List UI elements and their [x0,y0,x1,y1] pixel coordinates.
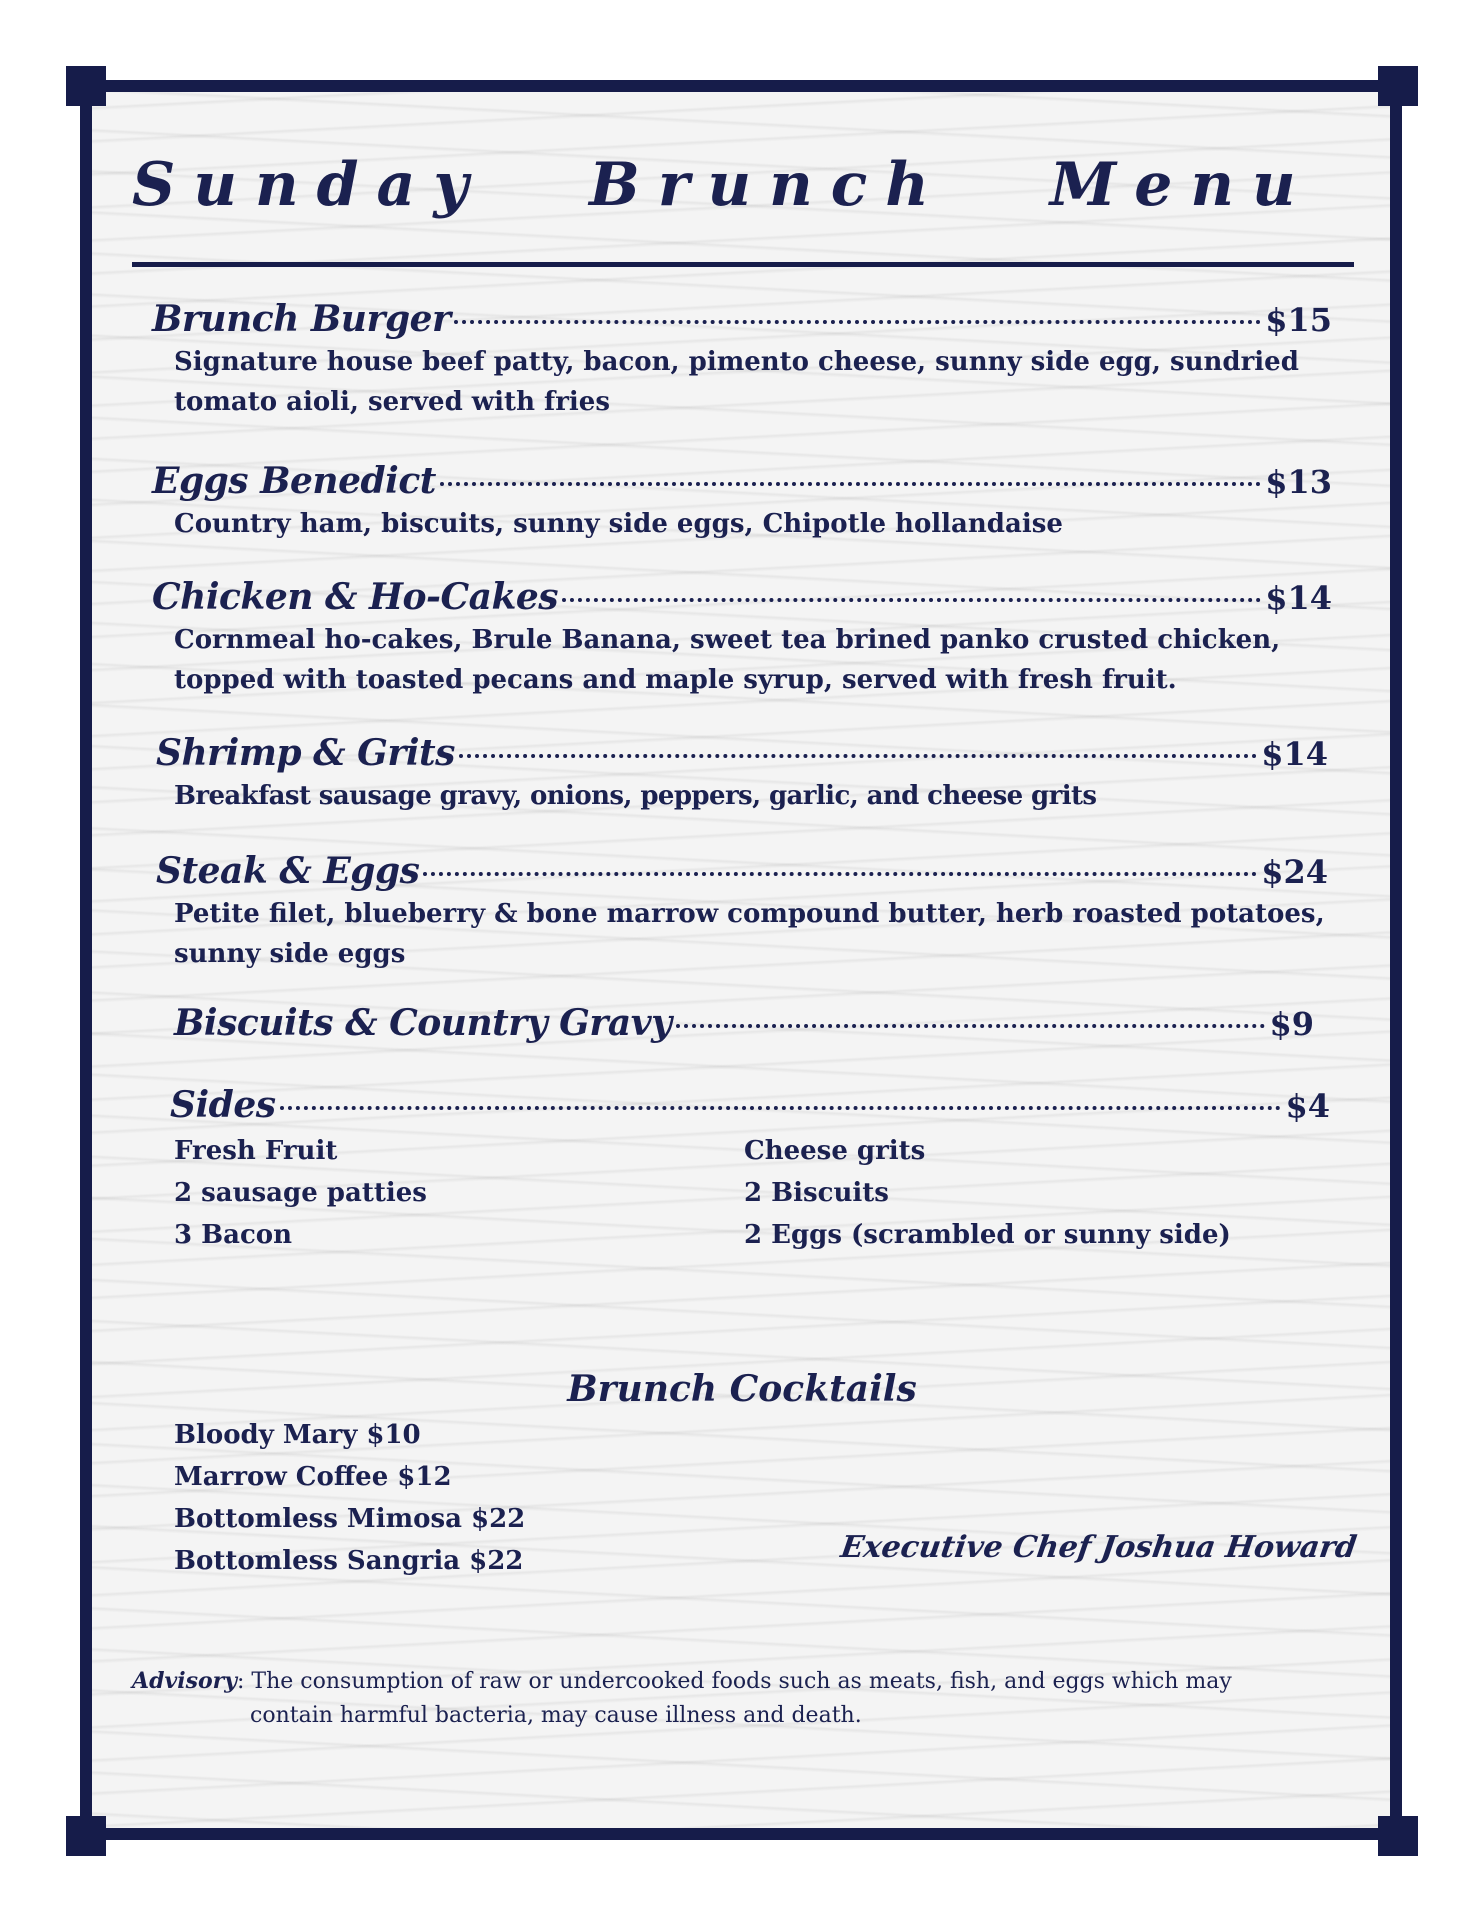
dot-leader [423,872,1257,876]
menu-item-description: Cornmeal ho-cakes, Brule Banana, sweet tea brined panko crusted chicken, topped with toasted pecans and maple syrup, served with fresh fruit. [174,625,1281,695]
dot-leader [459,754,1257,758]
dot-leader [280,1106,1282,1110]
menu-item [152,298,1332,422]
menu-item-price: $4 [1285,1087,1330,1125]
menu-item [152,460,1332,544]
chef-signature: Executive Chef Joshua Howard [838,1530,1359,1565]
menu-item [170,1084,1330,1126]
menu-item-name: Steak & Eggs [156,850,420,892]
title-divider [132,262,1354,267]
side-item: Cheese grits [744,1136,926,1166]
menu-item-description: Country ham, biscuits, sunny side eggs, Chipotle hollandaise [174,509,1063,539]
advisory-note [132,1664,1292,1733]
menu-item-price: $14 [1261,735,1328,773]
frame-corner-bottom-right [1378,1816,1418,1856]
cocktail-item: Bloody Mary $10 [174,1420,421,1450]
menu-item-price: $9 [1269,1005,1314,1043]
menu-item-name: Chicken & Ho-Cakes [152,576,559,618]
sides-column-left [174,1130,744,1256]
menu-item-line [152,576,1332,618]
menu-item-line [174,1002,1314,1044]
side-item: 2 Eggs (scrambled or sunny side) [744,1220,1231,1250]
menu-item-price: $15 [1265,301,1332,339]
advisory-label: Advisory [132,1668,238,1694]
dot-leader [454,320,1261,324]
frame-corner-top-left [66,66,106,106]
menu-item [156,850,1328,974]
menu-item-name: Sides [170,1084,276,1126]
menu-item-price: $14 [1265,579,1332,617]
cocktail-item: Bottomless Sangria $22 [174,1546,524,1576]
menu-item-description: Signature house beef patty, bacon, pimento cheese, sunny side egg, sundried tomato aioli, served with fries [174,347,1299,417]
menu-item-name: Brunch Burger [152,298,451,340]
menu-item-price: $13 [1265,463,1332,501]
cocktails-heading: Brunch Cocktails [567,1368,917,1410]
menu-item-price: $24 [1261,853,1328,891]
advisory-text-line-2: contain harmful bacteria, may cause illness and death. [250,1703,862,1728]
menu-item-line [170,1084,1330,1126]
dot-leader [676,1024,1266,1028]
frame-corner-bottom-left [66,1816,106,1856]
dot-leader [440,482,1261,486]
advisory-text-line-1: : The consumption of raw or undercooked foods such as meats, fish, and eggs which may [237,1669,1232,1694]
menu-item-name: Eggs Benedict [152,460,436,502]
menu-item-description: Breakfast sausage gravy, onions, peppers, garlic, and cheese grits [174,781,1097,811]
menu-item-name: Biscuits & Country Gravy [174,1002,672,1044]
menu-item-line [156,732,1328,774]
menu-item [174,1002,1314,1044]
menu-item [156,732,1328,816]
cocktails-list [174,1414,525,1582]
menu-item-description: Petite filet, blueberry & bone marrow compound butter, herb roasted potatoes, sunny side eggs [174,899,1325,969]
frame-corner-top-right [1378,66,1418,106]
side-item: 2 Biscuits [744,1178,889,1208]
side-item: 3 Bacon [174,1220,293,1250]
menu-title: Sunday Brunch Menu [132,150,1314,220]
menu-item-name: Shrimp & Grits [156,732,455,774]
cocktail-item: Marrow Coffee $12 [174,1462,452,1492]
side-item: Fresh Fruit [174,1136,338,1166]
menu-item [152,576,1332,700]
menu-item-line [156,850,1328,892]
side-item: 2 sausage patties [174,1178,427,1208]
dot-leader [562,598,1261,602]
sides-list [174,1130,1274,1256]
menu-item-line [152,460,1332,502]
cocktail-item: Bottomless Mimosa $22 [174,1504,526,1534]
sides-column-right [744,1130,1231,1256]
menu-item-line [152,298,1332,340]
